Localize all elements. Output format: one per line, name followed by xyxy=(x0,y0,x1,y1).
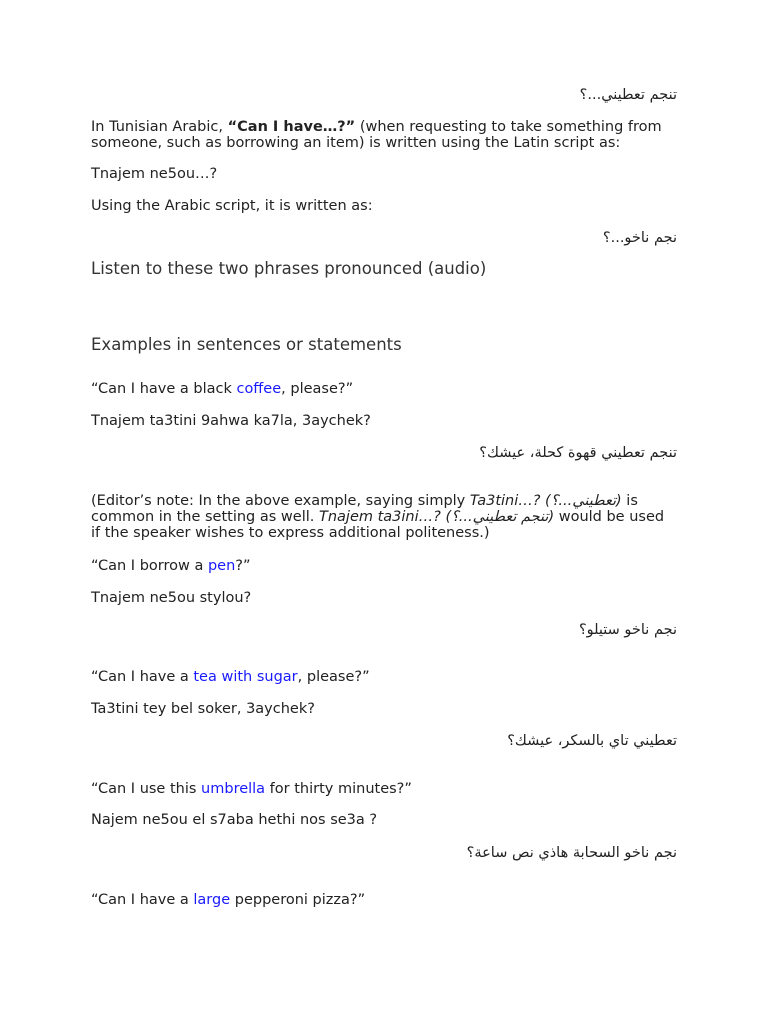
editor-note-part1: (Editor’s note: In the above example, saying simply xyxy=(91,493,470,509)
example-english-pre: “Can I have a xyxy=(91,892,194,908)
editor-note-part2: is common in the setting as well. xyxy=(91,493,638,525)
intro-suffix: (when requesting to take something from someone, such as borrowing an item) is written using the Latin script as: xyxy=(91,119,662,151)
example-link[interactable]: coffee xyxy=(236,381,282,397)
arabic-title: تنجم تعطيني...؟ xyxy=(579,87,677,103)
example-latin: Tnajem ta3tini 9ahwa ka7la, 3aychek? xyxy=(91,413,371,429)
example-english-post: , please?” xyxy=(297,669,370,685)
latin-phrase: Tnajem ne5ou…? xyxy=(91,166,218,182)
editor-note-italic-1: Ta3tini…? (تعطيني...؟) xyxy=(469,493,622,509)
example-latin: Tnajem ne5ou stylou? xyxy=(91,590,252,606)
example-latin: Najem ne5ou el s7aba hethi nos se3a ? xyxy=(91,812,378,828)
example-english-pre: “Can I have a xyxy=(91,669,194,685)
example-link[interactable]: tea with sugar xyxy=(193,669,298,685)
example-english-post: pepperoni pizza?” xyxy=(230,892,366,908)
example-english xyxy=(91,892,677,908)
example-english xyxy=(91,669,677,685)
audio-heading: Listen to these two phrases pronounced (audio) xyxy=(91,259,487,278)
example-link[interactable]: large xyxy=(193,892,231,908)
example-english-pre: “Can I have a black xyxy=(91,381,237,397)
editor-note-italic-2: Tnajem ta3ini…? (تنجم تعطيني...؟) xyxy=(318,509,555,525)
example-english-post: ?” xyxy=(235,558,251,574)
editor-note-part3: would be used if the speaker wishes to express additional politeness.) xyxy=(91,509,665,541)
intro-paragraph xyxy=(91,119,677,151)
example-english xyxy=(91,381,677,397)
editor-note xyxy=(91,493,677,541)
arabic-phrase: نجم ناخو...؟ xyxy=(602,230,677,246)
example-link[interactable]: pen xyxy=(207,558,236,574)
example-arabic: تنجم تعطيني قهوة كحلة، عيشك؟ xyxy=(479,445,677,461)
example-arabic: نجم ناخو ستيلو؟ xyxy=(578,622,677,638)
examples-heading: Examples in sentences or statements xyxy=(91,335,402,354)
example-english-post: for thirty minutes?” xyxy=(265,781,412,797)
intro-phrase: “Can I have…?” xyxy=(227,119,356,135)
example-english-pre: “Can I borrow a xyxy=(91,558,208,574)
example-english-pre: “Can I use this xyxy=(91,781,202,797)
arabic-script-intro: Using the Arabic script, it is written as: xyxy=(91,198,373,214)
example-english xyxy=(91,558,677,574)
example-latin: Ta3tini tey bel soker, 3aychek? xyxy=(91,701,315,717)
example-arabic: نجم ناخو السحابة هاذي نص ساعة؟ xyxy=(466,845,677,861)
example-english-post: , please?” xyxy=(281,381,354,397)
example-link[interactable]: umbrella xyxy=(201,781,266,797)
intro-prefix: In Tunisian Arabic, xyxy=(91,119,228,135)
example-english xyxy=(91,781,677,797)
example-arabic: تعطيني تاي بالسكر، عيشك؟ xyxy=(507,733,677,749)
